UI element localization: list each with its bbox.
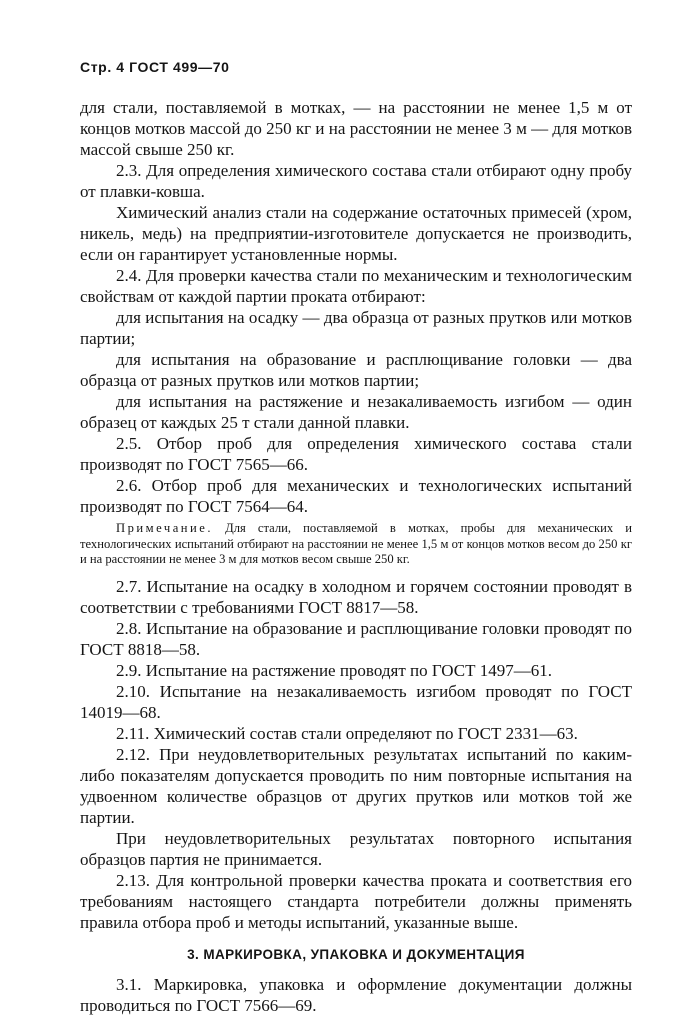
list-item: для испытания на растяжение и незакаливаемость изгибом — один образец от каждых 25 т стали данной плавки. <box>80 392 632 432</box>
paragraph: 2.8. Испытание на образование и расплющивание головки проводят по ГОСТ 8818—58. <box>80 618 632 659</box>
note-label: Примечание. <box>116 521 214 535</box>
section-heading: 3. МАРКИРОВКА, УПАКОВКА И ДОКУМЕНТАЦИЯ <box>187 946 525 962</box>
paragraph: При неудовлетворительных результатах повторного испытания образцов партия не принимается. <box>80 828 632 869</box>
paragraph: 2.3. Для определения химического состава стали отбирают одну пробу от плавки-ковша. <box>80 161 632 201</box>
document-body <box>80 97 632 1016</box>
page-header: Стр. 4 ГОСТ 499—70 <box>80 59 230 75</box>
paragraph: 2.5. Отбор проб для определения химического состава стали производят по ГОСТ 7565—66. <box>80 434 632 474</box>
paragraph: 2.11. Химический состав стали определяют по ГОСТ 2331—63. <box>116 723 578 743</box>
paragraph: 3.1. Маркировка, упаковка и оформление документации должны проводиться по ГОСТ 7566—69. <box>80 974 632 1015</box>
paragraph: 2.7. Испытание на осадку в холодном и горячем состоянии проводят в соответствии с требованиями ГОСТ 8817—58. <box>80 576 632 617</box>
list-item: для испытания на осадку — два образца от разных прутков или мотков партии; <box>80 308 632 348</box>
list-item: для испытания на образование и расплющивание головки — два образца от разных прутков или мотков партии; <box>80 350 632 390</box>
paragraph: 2.12. При неудовлетворительных результатах испытаний по каким-либо показателям допускается проводить по ним повторные испытания на удвоенном количестве образцов от других прутков или мотков той же партии. <box>80 744 632 827</box>
note-text: Для стали, поставляемой в мотках, пробы для механических и технологических испытаний отбирают на расстоянии не менее 1,5 м от концов мотков весом до 250 кг и на расстоянии не менее 3 м для мотков весом свыше 250 кг. <box>80 521 632 566</box>
paragraph: 2.10. Испытание на незакаливаемость изгибом проводят по ГОСТ 14019—68. <box>80 681 632 722</box>
paragraph: 2.4. Для проверки качества стали по механическим и технологическим свойствам от каждой партии проката отбирают: <box>80 266 632 306</box>
paragraph: Химический анализ стали на содержание остаточных примесей (хром, никель, медь) на предприятии-изготовителе допускается не производить, если он гарантирует установленные нормы. <box>80 203 632 264</box>
paragraph: для стали, поставляемой в мотках, — на расстоянии не менее 1,5 м от концов мотков массой до 250 кг и на расстоянии не менее 3 м — для мотков массой свыше 250 кг. <box>80 98 632 159</box>
paragraph: 2.9. Испытание на растяжение проводят по ГОСТ 1497—61. <box>116 660 552 680</box>
paragraph: 2.13. Для контрольной проверки качества проката и соответствия его требованиям настоящего стандарта потребители должны применять правила отбора проб и методы испытаний, указанные выше. <box>80 870 632 932</box>
note <box>80 521 632 568</box>
paragraph: 2.6. Отбор проб для механических и технологических испытаний производят по ГОСТ 7564—64. <box>80 476 632 516</box>
